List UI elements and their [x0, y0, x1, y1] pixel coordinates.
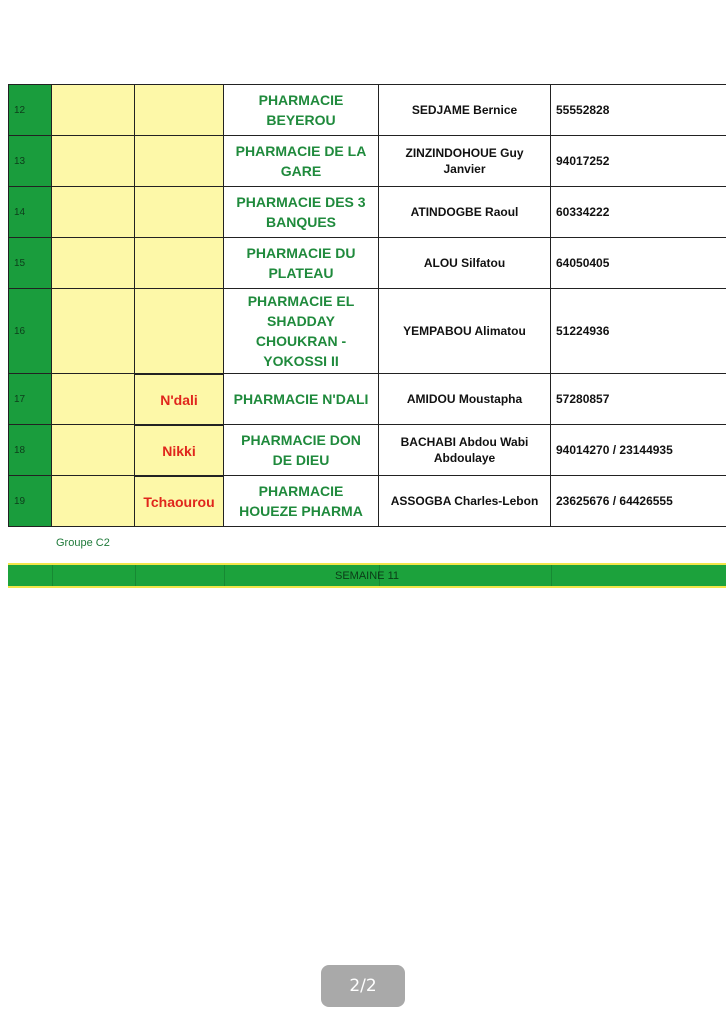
pharmacy-name: PHARMACIE EL SHADDAY CHOUKRAN - YOKOSSI II [224, 289, 379, 373]
owner-name: ASSOGBA Charles-Lebon [379, 476, 551, 526]
table-row [8, 476, 726, 527]
pharmacy-name: PHARMACIE DU PLATEAU [224, 238, 379, 288]
department-cell [52, 289, 135, 373]
row-number: 14 [8, 187, 52, 237]
pharmacy-name: PHARMACIE N'DALI [224, 374, 379, 424]
table-row [8, 238, 726, 289]
phone-number: 60334222 [556, 205, 610, 219]
phone-number: 94017252 [556, 154, 610, 168]
group-label: Groupe C2 [56, 537, 110, 549]
department-cell [52, 374, 135, 424]
row-number: 13 [8, 136, 52, 186]
department-cell [52, 425, 135, 475]
department-cell [52, 476, 135, 526]
owner-name: YEMPABOU Alimatou [379, 289, 551, 373]
row-number: 15 [8, 238, 52, 288]
phone-number: 57280857 [556, 392, 610, 406]
week-label: SEMAINE 11 [335, 570, 399, 582]
city-cell [135, 85, 224, 135]
phone-number: 51224936 [556, 324, 610, 338]
department-cell [52, 238, 135, 288]
pharmacy-table [8, 84, 726, 527]
pharmacy-name: PHARMACIE BEYEROU [224, 85, 379, 135]
table-row [8, 85, 726, 136]
row-number: 16 [8, 289, 52, 373]
owner-name: BACHABI Abdou Wabi Abdoulaye [379, 425, 551, 475]
pharmacy-name: PHARMACIE HOUEZE PHARMA [224, 476, 379, 526]
pharmacy-name: PHARMACIE DE LA GARE [224, 136, 379, 186]
owner-name: ZINZINDOHOUE Guy Janvier [379, 136, 551, 186]
row-number: 12 [8, 85, 52, 135]
table-row [8, 289, 726, 374]
city-cell [135, 187, 224, 237]
city-cell: Nikki [135, 425, 224, 475]
row-number: 17 [8, 374, 52, 424]
phone-number: 94014270 / 23144935 [556, 443, 673, 457]
row-number: 18 [8, 425, 52, 475]
table-row [8, 425, 726, 476]
department-cell [52, 136, 135, 186]
owner-name: ATINDOGBE Raoul [379, 187, 551, 237]
phone-number: 23625676 / 64426555 [556, 494, 673, 508]
row-number: 19 [8, 476, 52, 526]
city-cell [135, 289, 224, 373]
owner-name: AMIDOU Moustapha [379, 374, 551, 424]
owner-name: SEDJAME Bernice [379, 85, 551, 135]
city-cell [135, 238, 224, 288]
page-indicator: 2/2 [321, 965, 405, 1007]
pharmacy-name: PHARMACIE DON DE DIEU [224, 425, 379, 475]
phone-number: 55552828 [556, 103, 610, 117]
department-cell [52, 85, 135, 135]
city-cell: Tchaourou [135, 476, 224, 526]
pharmacy-name: PHARMACIE DES 3 BANQUES [224, 187, 379, 237]
phone-number: 64050405 [556, 256, 610, 270]
table-row [8, 374, 726, 425]
table-row [8, 187, 726, 238]
city-cell [135, 136, 224, 186]
owner-name: ALOU Silfatou [379, 238, 551, 288]
table-row [8, 136, 726, 187]
week-bar [8, 563, 726, 588]
city-cell: N'dali [135, 374, 224, 424]
department-cell [52, 187, 135, 237]
